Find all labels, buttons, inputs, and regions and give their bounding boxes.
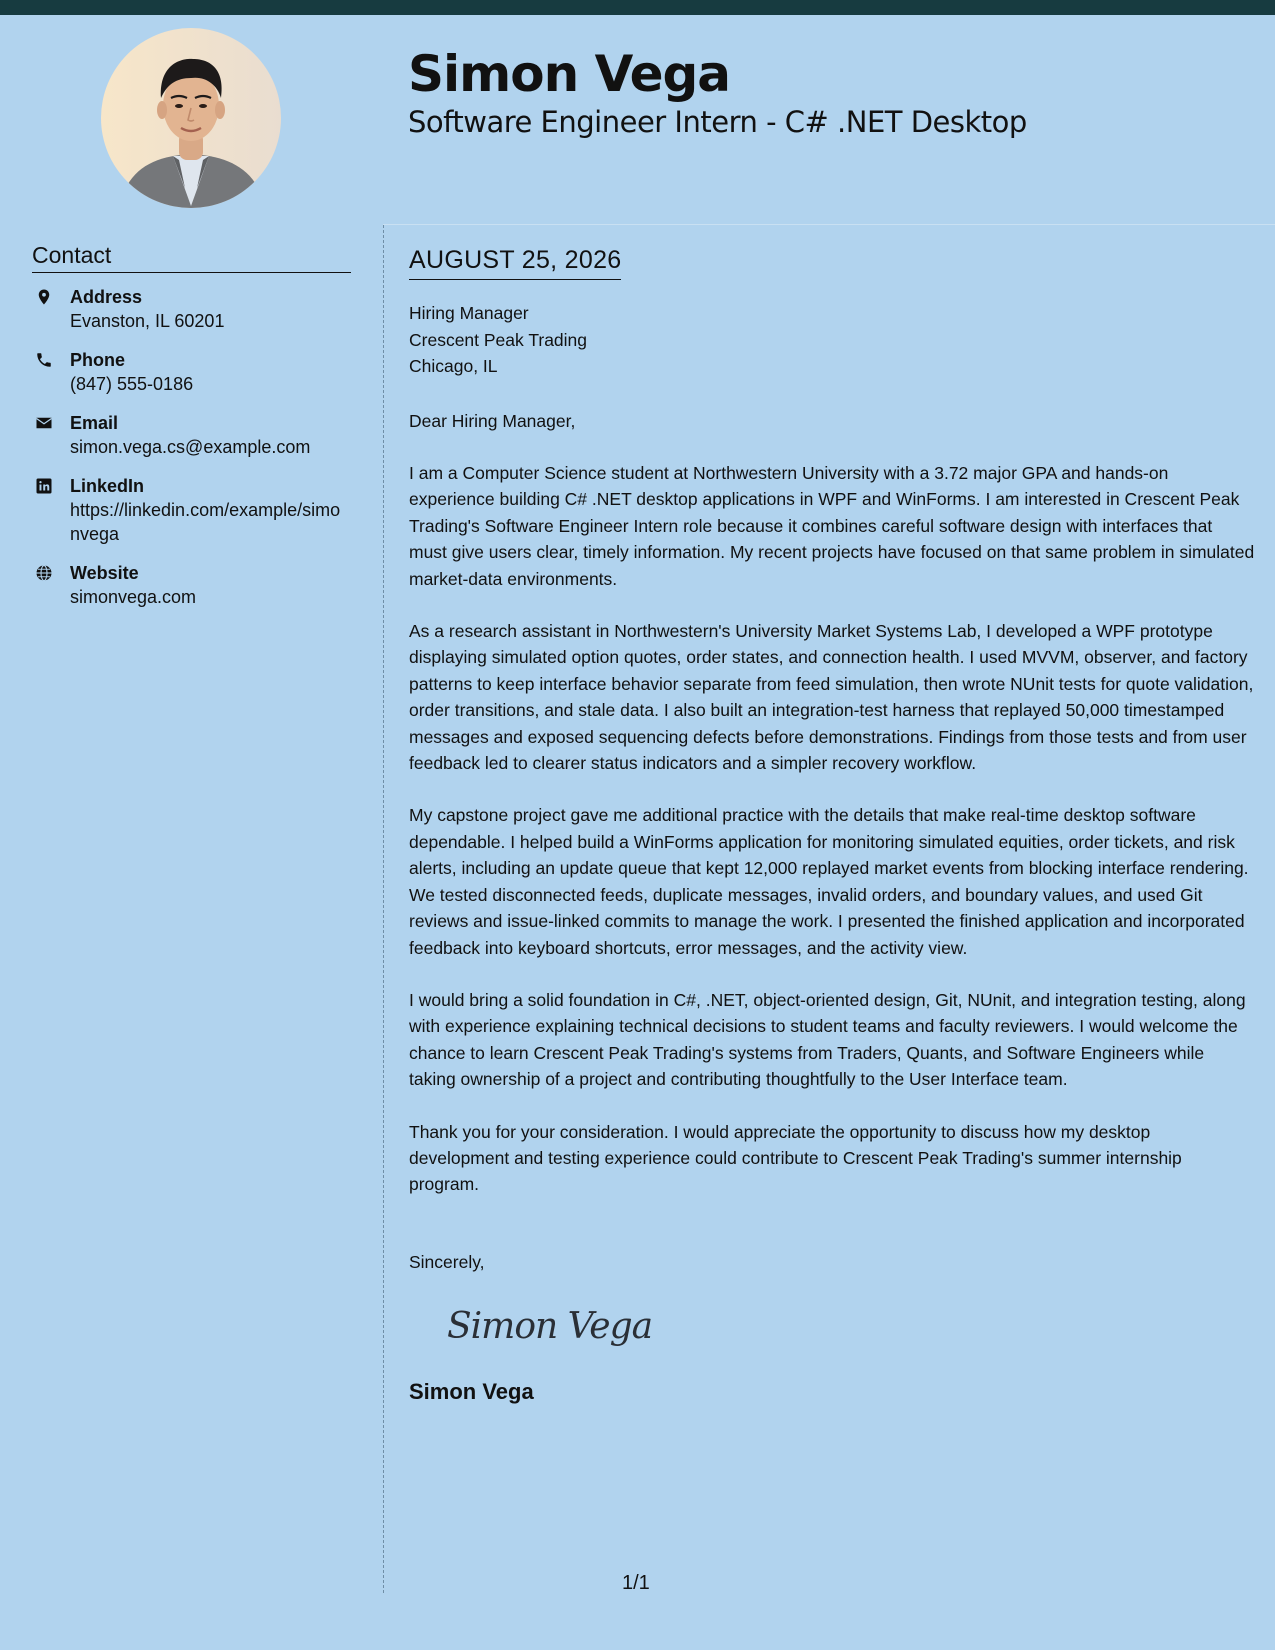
contact-address [32, 285, 351, 333]
contact-linkedin-text [70, 474, 350, 546]
website-link[interactable]: simonvega.com [70, 587, 197, 607]
contact-sidebar [32, 240, 351, 624]
recipient-block [409, 300, 1255, 380]
contact-address-text [70, 285, 350, 333]
phone-value[interactable]: (847) 555-0186 [70, 374, 194, 394]
profile-photo [101, 28, 281, 208]
contact-list [32, 285, 351, 609]
cover-letter [409, 243, 1255, 1407]
column-divider [383, 225, 384, 1593]
contact-label: Email [70, 413, 119, 433]
contact-phone-text [70, 348, 350, 396]
top-accent-bar [0, 0, 1275, 15]
linkedin-icon [32, 474, 70, 546]
body-paragraph: I would bring a solid foundation in C#, .NET, object-oriented design, Git, NUnit, and integration testing, along with experience explaining technical decisions to student teams and faculty reviewers. I would welcome the chance to learn Crescent Peak Trading's systems from Traders, Quants, and Software Engineers while taking ownership of a project and contributing thoughtfully to the User Interface team. [409, 989, 1246, 1090]
candidate-name: Simon Vega [408, 45, 731, 103]
contact-email [32, 411, 351, 459]
portrait-image [101, 28, 281, 208]
salutation: Dear Hiring Manager, [409, 410, 576, 431]
phone-icon [32, 348, 70, 396]
globe-icon [32, 561, 70, 609]
page-number: 1/1 [622, 1572, 650, 1594]
contact-label: Website [70, 563, 139, 583]
contact-label: LinkedIn [70, 476, 145, 496]
signer-name: Simon Vega [409, 1379, 534, 1405]
location-pin-icon [32, 285, 70, 333]
letter-date: AUGUST 25, 2026 [409, 243, 621, 280]
body-paragraph: I am a Computer Science student at Northwestern University with a 3.72 major GPA and hands-on experience building C# .NET desktop applications in WPF and WinForms. I am interested in Crescent Peak Trading's Software Engineer Intern role because it combines careful software design with interfaces that must give users clear, timely information. My recent projects have focused on that same problem in simulated market-data environments. [409, 463, 1255, 589]
recipient-line: Chicago, IL [409, 356, 498, 376]
contact-linkedin [32, 474, 351, 546]
contact-heading: Contact [32, 240, 351, 273]
contact-phone [32, 348, 351, 396]
contact-website [32, 561, 351, 609]
header-divider [383, 224, 1275, 225]
envelope-icon [32, 411, 70, 459]
candidate-title: Software Engineer Intern - C# .NET Desktop [408, 105, 1027, 139]
closing: Sincerely, [409, 1251, 485, 1272]
contact-email-text [70, 411, 350, 459]
recipient-line: Hiring Manager [409, 303, 529, 323]
email-link[interactable]: simon.vega.cs@example.com [70, 437, 311, 457]
recipient-line: Crescent Peak Trading [409, 329, 588, 350]
contact-label: Address [70, 287, 143, 307]
address-value: Evanston, IL 60201 [70, 311, 225, 331]
handwritten-signature: Simon Vega [447, 1306, 653, 1348]
body-paragraph: As a research assistant in Northwestern's University Market Systems Lab, I developed a WPF prototype displaying simulated option quotes, order states, and connection health. I used MVVM, observer, and factory patterns to keep interface behavior separate from feed simulation, then wrote NUnit tests for quote validation, order transitions, and stale data. I also built an integration-test harness that replayed 50,000 timestamped messages and exposed sequencing defects before demonstrations. Findings from those tests and from user feedback led to clearer status indicators and a simpler recovery workflow. [409, 621, 1254, 774]
contact-label: Phone [70, 350, 126, 370]
contact-website-text [70, 561, 350, 609]
body-paragraph: My capstone project gave me additional practice with the details that make real-time desktop software dependable. I helped build a WinForms application for monitoring simulated equities, order tickets, and risk alerts, including an update queue that kept 12,000 replayed market events from blocking interface rendering. We tested disconnected feeds, duplicate messages, invalid orders, and boundary values, and used Git reviews and issue-linked commits to manage the work. I presented the finished application and incorporated feedback into keyboard shortcuts, error messages, and the activity view. [409, 805, 1249, 958]
body-paragraph: Thank you for your consideration. I would appreciate the opportunity to discuss how my desktop development and testing experience could contribute to Crescent Peak Trading's summer internship program. [409, 1121, 1182, 1195]
linkedin-link[interactable]: https://linkedin.com/example/simonvega [70, 500, 341, 544]
